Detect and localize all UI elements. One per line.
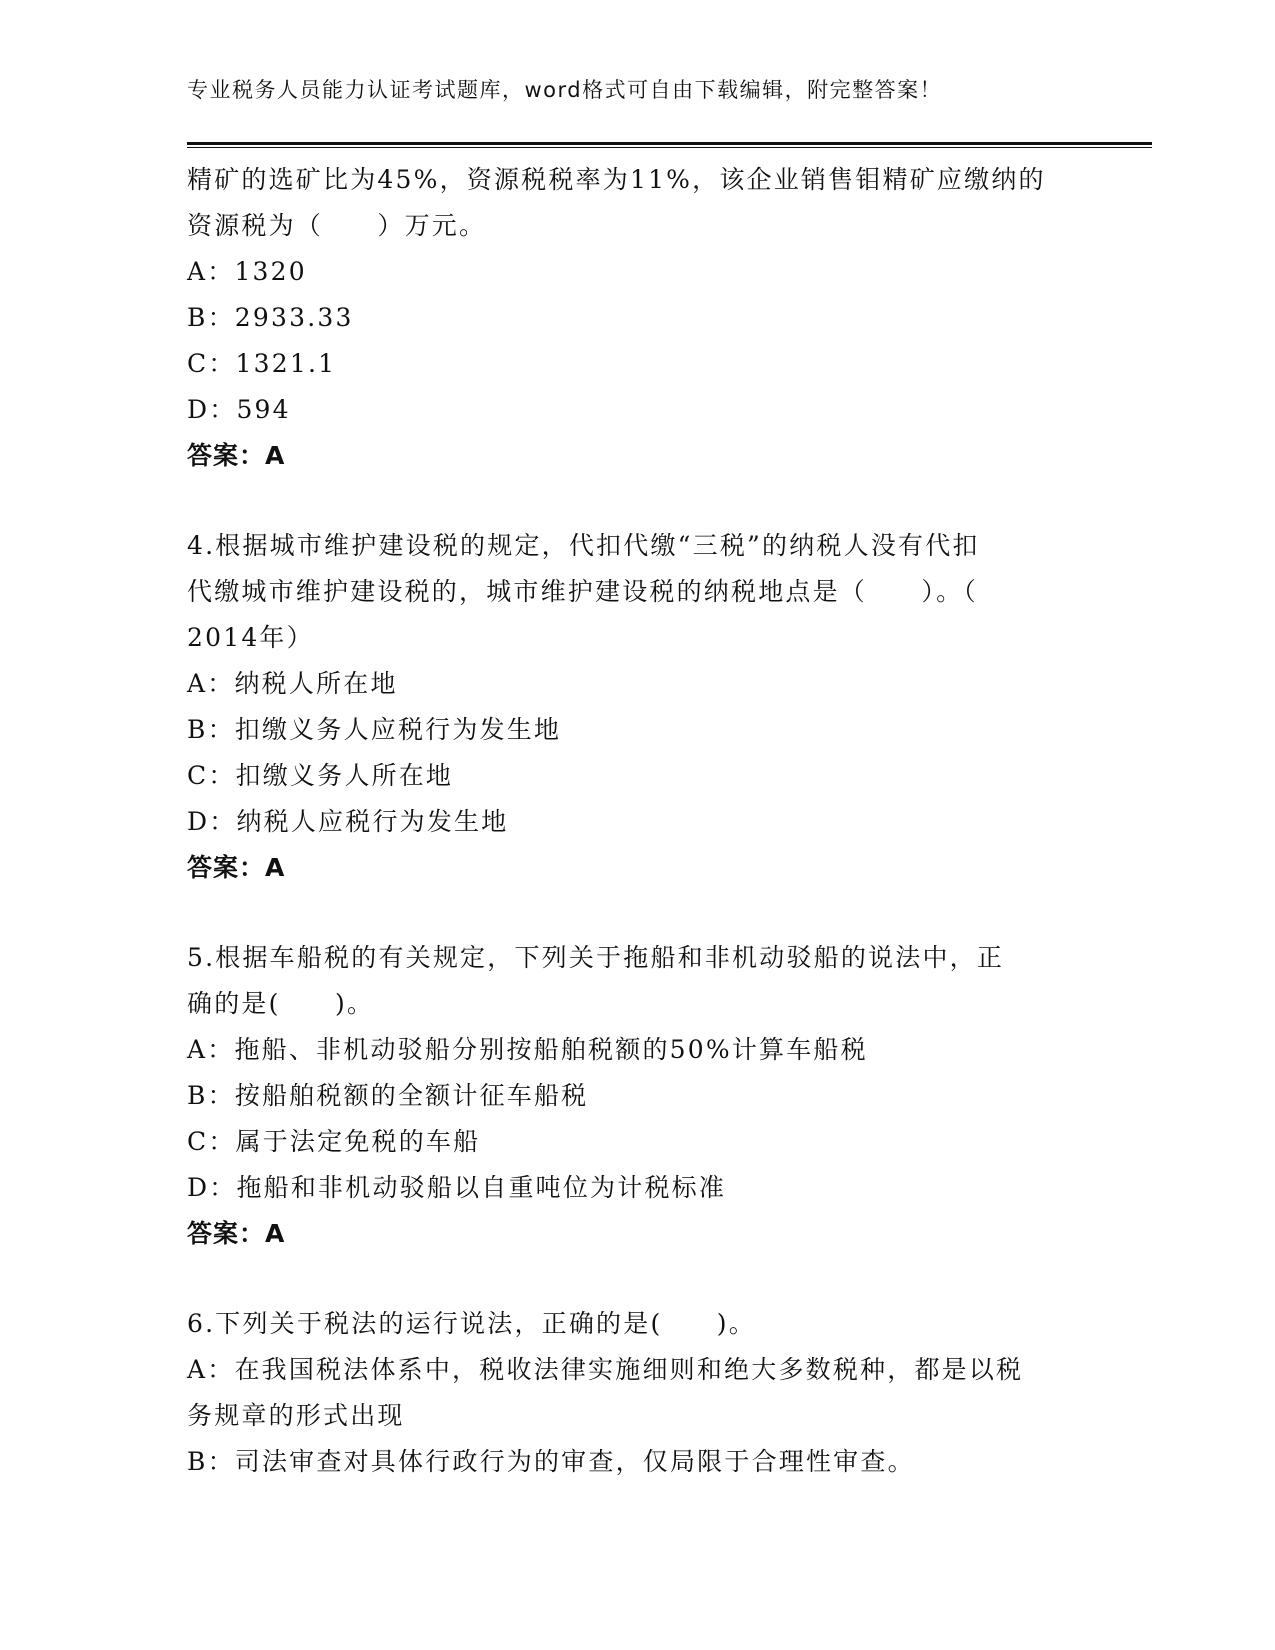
question-stem-line: 资源税为（ ）万元。 xyxy=(187,211,487,240)
page-header: 专业税务人员能力认证考试题库，word格式可自由下载编辑，附完整答案！ xyxy=(187,78,943,102)
option-b: B：司法审查对具体行政行为的审查，仅局限于合理性审查。 xyxy=(187,1447,915,1476)
option-c: C：属于法定免税的车船 xyxy=(187,1127,481,1156)
question-3 xyxy=(187,157,1087,479)
option-b: B：按船舶税额的全额计征车船税 xyxy=(187,1081,589,1110)
answer-label: 答案：A xyxy=(187,853,286,882)
question-4 xyxy=(187,523,1087,891)
question-6 xyxy=(187,1301,1087,1485)
option-c: C：1321.1 xyxy=(187,349,337,378)
question-stem-line: 5.根据车船税的有关规定，下列关于拖船和非机动驳船的说法中，正 xyxy=(187,943,1005,972)
option-a: A：在我国税法体系中，税收法律实施细则和绝大多数税种，都是以税 xyxy=(187,1355,1024,1384)
option-a-continued: 务规章的形式出现 xyxy=(187,1401,405,1430)
option-a: A：拖船、非机动驳船分别按船舶税额的50%计算车船税 xyxy=(187,1035,868,1064)
option-d: D：594 xyxy=(187,395,291,424)
question-5 xyxy=(187,935,1087,1257)
option-c: C：扣缴义务人所在地 xyxy=(187,761,454,790)
question-stem-line: 4.根据城市维护建设税的规定，代扣代缴“三税”的纳税人没有代扣 xyxy=(187,531,980,560)
option-b: B：扣缴义务人应税行为发生地 xyxy=(187,715,562,744)
option-a: A：纳税人所在地 xyxy=(187,669,398,698)
answer-label: 答案：A xyxy=(187,441,286,470)
option-d: D：拖船和非机动驳船以自重吨位为计税标准 xyxy=(187,1173,727,1202)
question-stem-line: 6.下列关于税法的运行说法，正确的是( )。 xyxy=(187,1309,756,1338)
question-stem-line: 精矿的选矿比为45%，资源税税率为11%，该企业销售钼精矿应缴纳的 xyxy=(187,165,1046,194)
header-rule-thick xyxy=(187,142,1152,145)
header-rule-thin xyxy=(187,147,1152,148)
option-a: A：1320 xyxy=(187,257,307,286)
question-stem-line: 确的是( )。 xyxy=(187,989,375,1018)
answer-label: 答案：A xyxy=(187,1219,286,1248)
option-d: D：纳税人应税行为发生地 xyxy=(187,807,509,836)
question-stem-line: 2014年） xyxy=(187,623,314,652)
document-body xyxy=(187,157,1087,1485)
question-stem-line: 代缴城市维护建设税的，城市维护建设税的纳税地点是（ ）。（ xyxy=(187,577,979,606)
option-b: B：2933.33 xyxy=(187,303,354,332)
